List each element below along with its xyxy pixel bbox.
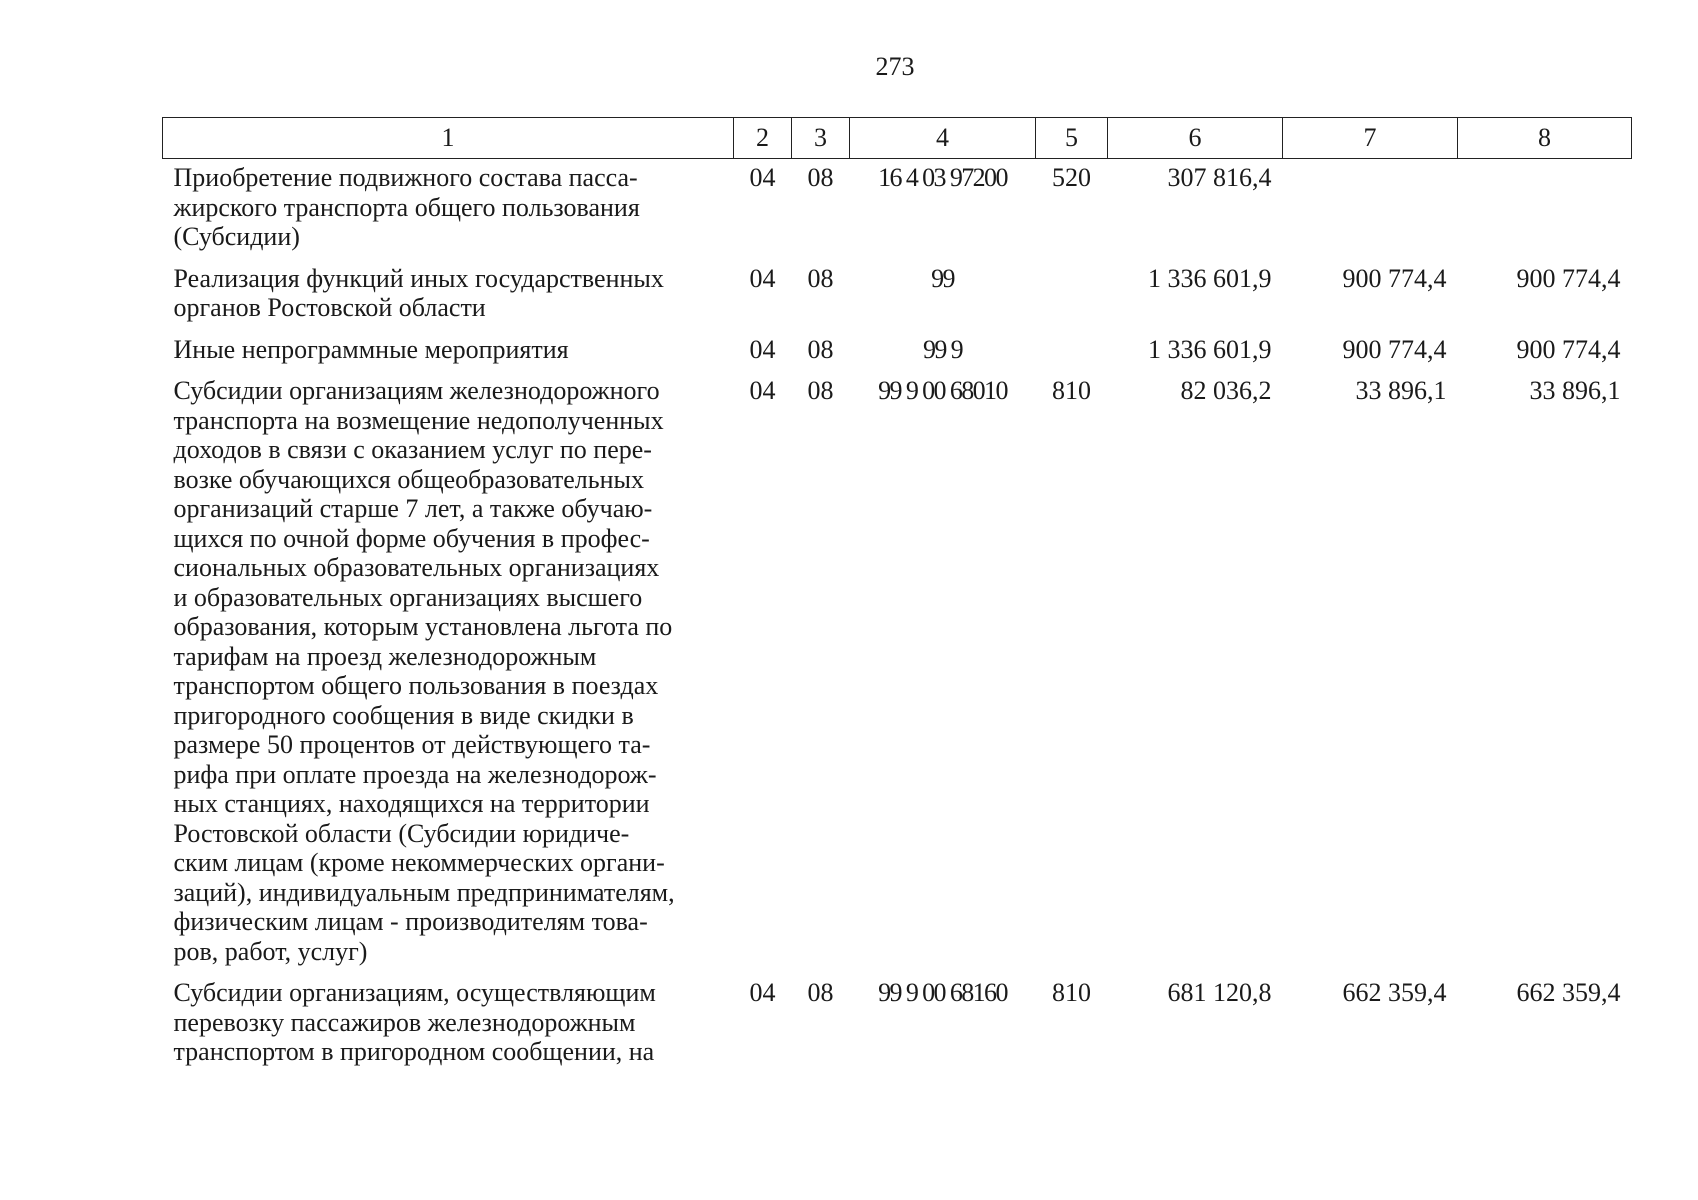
amount-col-6: 1 336 601,9 [1148,334,1272,364]
section-code: 04 [749,334,776,364]
target-article-code: 99 9 00 68010 [878,376,1007,405]
amount-col-7: 662 359,4 [1342,978,1447,1007]
subsection-code: 08 [807,263,834,293]
expense-type-code [1036,258,1108,329]
section-code: 04 [749,263,776,293]
row-name [163,370,734,972]
row-name-line: Субсидии организациям, осуществляющим [173,978,656,1007]
header-cell-4: 4 [850,118,1036,159]
amount-col-6: 681 120,8 [1167,978,1272,1007]
row-name-line: жирского транспорта общего пользования [173,192,640,222]
table-row [163,159,1632,258]
subsection-code: 08 [807,978,834,1007]
page-number: 273 [875,52,915,81]
row-name-line: рифа при оплате проезда на железнодорож- [173,759,657,789]
target-article-code: 99 9 [922,334,963,364]
amount-col-8: 900 774,4 [1516,334,1621,364]
header-cell-6: 6 [1108,118,1283,159]
row-name [163,329,734,371]
header-cell-5: 5 [1036,118,1108,159]
row-name-line: транспорта на возмещение недополученных [173,405,664,435]
row-name-line: ных станциях, находящихся на территории [173,789,650,818]
row-name-line: сиональных образовательных организациях [173,553,660,582]
amount-col-7: 33 896,1 [1355,376,1447,405]
amount-col-8: 662 359,4 [1516,978,1621,1007]
row-name [163,258,734,329]
row-name-line: транспортом в пригородном сообщении, на [173,1037,655,1066]
row-name [163,159,734,258]
budget-table [162,117,1632,1073]
amount-col-8: 33 896,1 [1529,376,1621,405]
amount-col-7: 900 774,4 [1342,334,1447,364]
expense-type-code [1036,329,1108,371]
amount-col-6: 1 336 601,9 [1148,263,1272,293]
row-name-line: перевозку пассажиров железнодорожным [173,1007,636,1037]
subsection-code: 08 [807,334,834,364]
row-name-line: образования, которым установлена льгота по [173,612,673,641]
target-article-code: 16 4 03 97200 [878,163,1007,192]
row-name-line: возке обучающихся общеобразовательных [173,464,644,494]
amount-col-8 [1458,159,1632,258]
subsection-code: 08 [807,163,834,192]
row-name-line: ским лицам (кроме некоммерческих органи- [173,848,665,877]
section-code: 04 [749,163,776,192]
row-name-line: ров, работ, услуг) [173,936,368,966]
row-name-line: тарифам на проезд железнодорожным [173,641,597,671]
table-row [163,329,1632,371]
target-article-code: 99 [931,263,954,293]
row-name-line: Приобретение подвижного состава пасса- [173,163,638,192]
expense-type-code: 520 [1052,163,1091,192]
row-name-line: (Субсидии) [173,222,300,251]
row-name-line: организаций старше 7 лет, а также обучаю- [173,494,653,523]
row-name-line: физическим лицам - производителям това- [173,907,648,936]
row-name-line: размере 50 процентов от действующего та- [173,730,651,759]
row-name-line: Субсидии организациям железнодорожного [173,376,660,405]
row-name-line: щихся по очной форме обучения в профес- [173,523,650,553]
row-name-line: транспортом общего пользования в поездах [173,671,659,700]
row-name-line: Ростовской области (Субсидии юридиче- [173,818,630,848]
amount-col-8: 900 774,4 [1516,263,1621,293]
table-row [163,258,1632,329]
expense-type-code: 810 [1052,978,1091,1007]
header-cell-1: 1 [163,118,734,159]
row-name-line: и образовательных организациях высшего [173,582,643,612]
header-cell-3: 3 [792,118,850,159]
table-row [163,972,1632,1073]
row-name-line: пригородного сообщения в виде скидки в [173,700,634,730]
row-name-line: заций), индивидуальным предпринимателям, [173,877,675,907]
header-cell-7: 7 [1283,118,1458,159]
row-name-line: Реализация функций иных государственных [173,263,664,293]
section-code: 04 [749,978,776,1007]
table-header-row [163,118,1632,159]
row-name-line: Иные непрограммные мероприятия [173,334,569,364]
amount-col-6: 82 036,2 [1180,376,1272,405]
row-name [163,972,734,1073]
header-cell-2: 2 [734,118,792,159]
row-name-line: органов Ростовской области [173,293,486,322]
subsection-code: 08 [807,376,834,405]
row-name-line: доходов в связи с оказанием услуг по пере- [173,435,652,464]
section-code: 04 [749,376,776,405]
amount-col-6: 307 816,4 [1167,163,1272,192]
header-cell-8: 8 [1458,118,1632,159]
amount-col-7: 900 774,4 [1342,263,1447,293]
table-row [163,370,1632,972]
expense-type-code: 810 [1052,376,1091,405]
amount-col-7 [1283,159,1458,258]
target-article-code: 99 9 00 68160 [878,978,1007,1007]
